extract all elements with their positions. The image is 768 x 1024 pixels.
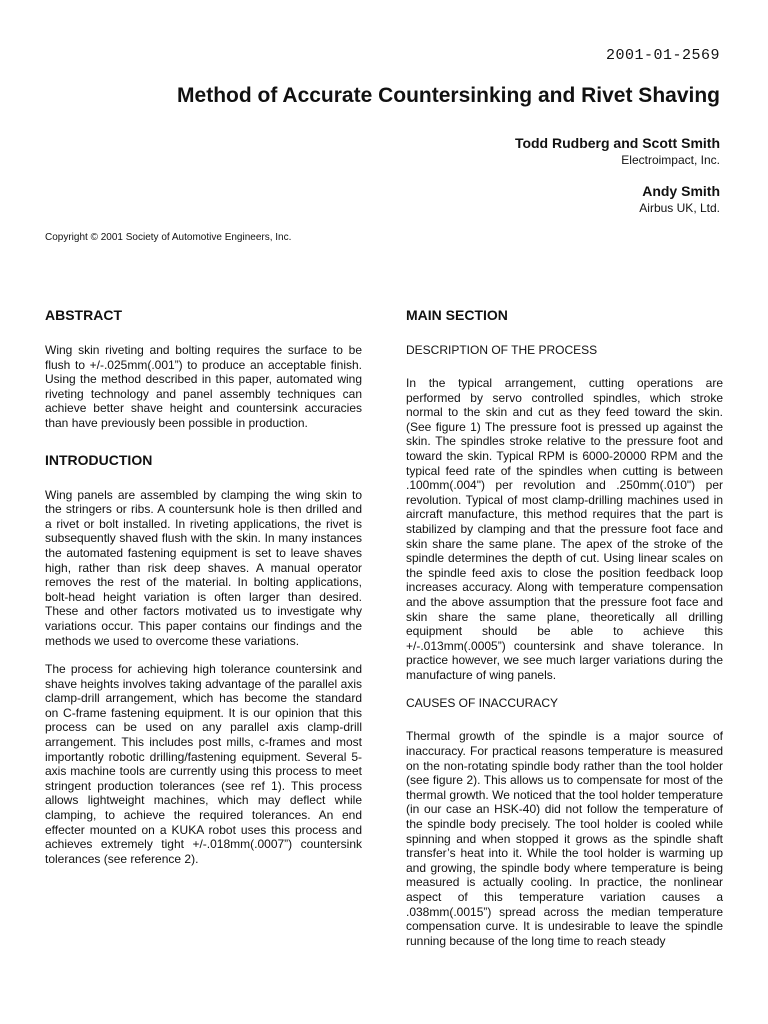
process-subheading: DESCRIPTION OF THE PROCESS (406, 343, 598, 357)
copyright-notice: Copyright © 2001 Society of Automotive Engineers, Inc. (45, 232, 292, 243)
right-column (406, 306, 723, 962)
paper-title: Method of Accurate Countersinking and Rivet Shaving (177, 84, 720, 107)
author-block-2 (639, 182, 720, 216)
introduction-heading: INTRODUCTION (45, 451, 153, 468)
author-affiliation: Electroimpact, Inc. (621, 153, 720, 167)
paper-number: 2001-01-2569 (605, 47, 720, 64)
left-column (45, 306, 362, 880)
inaccuracy-subheading: CAUSES OF INACCURACY (406, 696, 559, 711)
process-paragraph: In the typical arrangement, cutting operations are performed by servo controlled spindles, which stroke normal to the skin and cut as they feed toward the skin. (See figure 1) The pressure foot is pressed up against the skin. The spindles stroke relative to the pressure foot and toward the skin. Typical RPM is 6000-20000 RPM and the typical feed rate of the spindles when cutting is between .100mm(.004") per revolution and .250mm(.010") per revolution. Typical of most clamp-drilling machines used in aircraft manufacture, this method requires that the part is stabilized by clamping and that the pressure foot face and skin share the same plane. The apex of the stroke of the spindle determines the depth of cut. Using linear scales on the spindle feed axis to close the position feedback loop increases accuracy. Along with temperature compensation and the above assumption that the pressure foot face and skin share the same plane, theoretically all drilling equipment should be able to achieve this +/-.013mm(.0005”) countersink and shave tolerance. In practice however, we see much larger variations during the manufacture of wing panels. (406, 376, 723, 682)
introduction-paragraph-2: The process for achieving high tolerance countersink and shave heights involves taking advantage of the parallel axis clamp-drill arrangement, which has become the standard on C-frame fastening equipment. It is our opinion that this process can be used on any parallel axis clamp-drill arrangement. This includes post mills, c-frames and most importantly robotic drilling/fastening equipment. Several 5-axis machine tools are currently using this process to meet stringent production tolerances (see ref 1). This process allows lightweight machines, which may deflect while clamping, to achieve the required tolerances. An end effecter mounted on a KUKA robot uses this process and achieves extremely tight +/-.018mm(.0007”) countersink tolerances (see reference 2). (45, 662, 362, 866)
author-block-1 (515, 134, 720, 168)
author-name: Todd Rudberg and Scott Smith (514, 135, 720, 151)
inaccuracy-paragraph: Thermal growth of the spindle is a major source of inaccuracy. For practical reasons temperature is measured on the non-rotating spindle body rather than the tool holder (see figure 2). This allows us to compensate for most of the thermal growth. We noticed that the tool holder temperature (in our case an HSK-40) did not follow the temperature of the spindle body precisely. The tool holder is cooled while spinning and when stopped it grows as the spindle shaft transfer’s heat into it. While the tool holder is warming up and growing, the spindle body where temperature is being measured is actually cooling. In practice, the nonlinear aspect of this temperature variation causes a .038mm(.0015”) spread across the median temperature compensation curve. It is undesirable to leave the spindle running because of the long time to reach steady (406, 729, 723, 948)
main-section-heading: MAIN SECTION (406, 307, 508, 323)
abstract-paragraph: Wing skin riveting and bolting requires the surface to be flush to +/-.025mm(.001”) to produce an acceptable finish. Using the method described in this paper, automated wing riveting technology and panel assembly techniques can achieve better shave height and countersink accuracies than have previously been possible in production. (45, 343, 362, 430)
introduction-paragraph-1: Wing panels are assembled by clamping the wing skin to the stringers or ribs. A countersunk hole is then drilled and a rivet or bolt installed. In riveting applications, the rivet is subsequently shaved flush with the skin. In many instances the automated fastening equipment is set to leave shaves high, rather than risk deep shaves. A manual operator removes the rest of the material. In bolting applications, bolt-head height variation is often larger than desired. These and other factors motivated us to investigate why variations occur. This paper contains our findings and the methods we used to overcome these variations. (45, 487, 362, 648)
abstract-heading: ABSTRACT (45, 307, 122, 323)
author-affiliation: Airbus UK, Ltd. (639, 201, 720, 215)
author-name: Andy Smith (642, 183, 720, 199)
